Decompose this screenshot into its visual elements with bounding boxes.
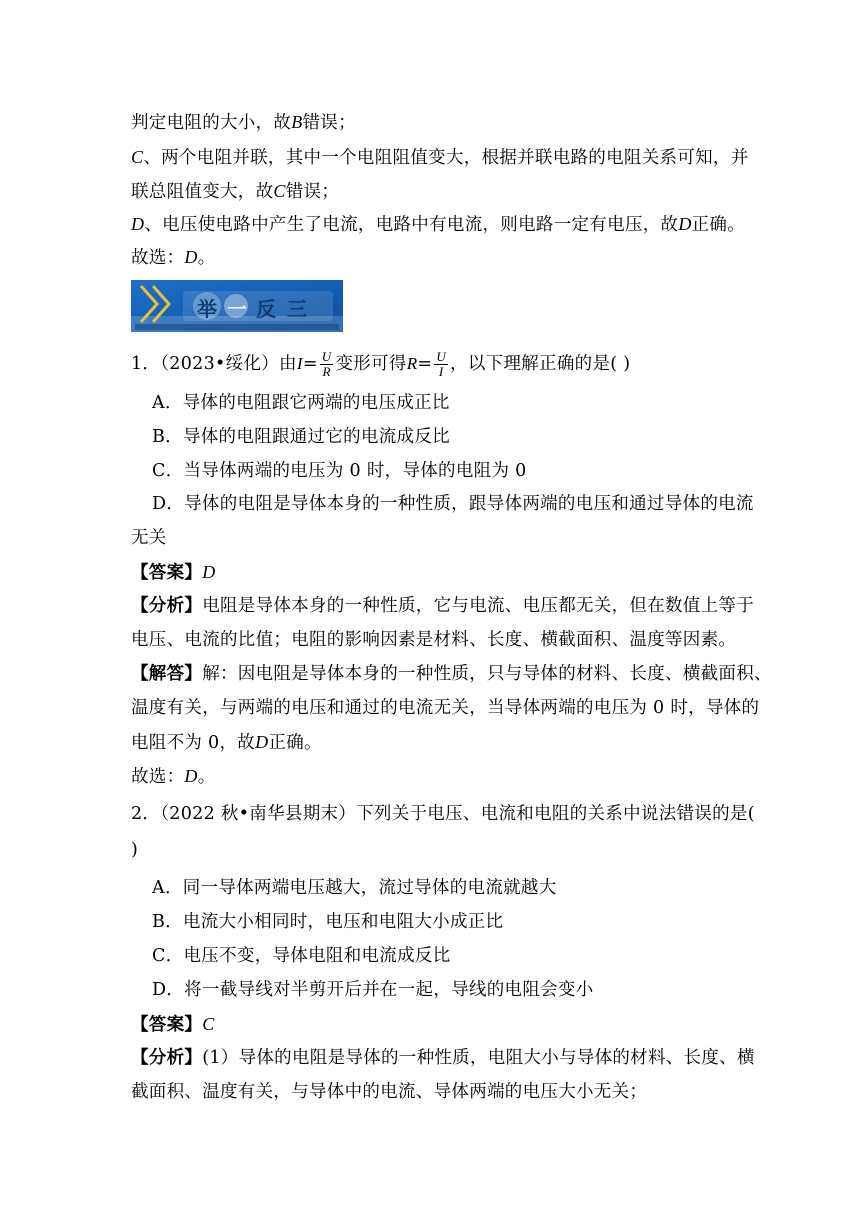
question-1-answer — [131, 560, 216, 585]
question-1-option-cont: 无关 — [131, 528, 167, 548]
question-1-option: C．当导体两端的电压为 0 时，导体的电阻为 0 — [152, 461, 527, 481]
question-1-solution — [131, 662, 772, 686]
analysis-label: 【分析】 — [131, 1048, 203, 1068]
variable: D — [184, 247, 198, 267]
text-segment: (1）导体的电阻是导体的一种性质，电阻大小与导体的材料、长度、横 — [202, 1048, 755, 1068]
section-banner — [131, 280, 343, 332]
text-segment: 错误； — [302, 113, 356, 133]
text-segment: 变形可得 — [335, 354, 407, 374]
variable: D — [255, 732, 269, 752]
text-line: 截面积、温度有关，与导体中的电流、导体两端的电压大小无关； — [131, 1082, 648, 1102]
text-segment: 1．（2023•绥化）由 — [131, 354, 297, 374]
variable: I — [296, 354, 303, 373]
question-2-stem: 2．（2022 秋•南华县期末）下列关于电压、电流和电阻的关系中说法错误的是( — [131, 804, 755, 824]
variable: R — [406, 354, 418, 373]
answer-value: C — [202, 1014, 215, 1034]
text-segment: 电阻不为 0，故 — [131, 733, 256, 753]
text-line — [131, 145, 749, 170]
text-line — [131, 245, 216, 270]
text-segment: 联总阻值变大，故 — [131, 182, 274, 202]
question-2-analysis — [131, 1046, 755, 1070]
question-1-analysis — [131, 594, 754, 618]
text-segment: 。 — [197, 248, 216, 268]
text-line — [131, 110, 356, 135]
variable: B — [291, 112, 303, 132]
text-segment: 正确。 — [691, 215, 746, 235]
text-segment: 故选： — [131, 248, 185, 268]
text-line: 电压、电流的比值；电阻的影响因素是材料、长度、横截面积、温度等因素。 — [131, 630, 737, 650]
text-line — [131, 179, 339, 204]
question-2-option: A．同一导体两端电压越大，流过导体的电流就越大 — [152, 878, 557, 898]
text-segment: ，以下理解正确的是( ) — [450, 354, 631, 374]
text-segment: 解：因电阻是导体本身的一种性质，只与导体的材料、长度、横截面积、 — [202, 664, 772, 684]
question-2-option: D．将一截导线对半剪开后并在一起，导线的电阻会变小 — [152, 980, 594, 1000]
variable: C — [273, 181, 286, 201]
text-line: 温度有关，与两端的电压和通过的电流无关，当导体两端的电压为 0 时，导体的 — [131, 698, 760, 718]
variable: D — [678, 214, 692, 234]
text-line — [131, 730, 322, 755]
question-2-option: B．电流大小相同时，电压和电阻大小成正比 — [152, 912, 504, 932]
question-1-option: B．导体的电阻跟通过它的电流成反比 — [152, 427, 450, 447]
variable: C — [131, 147, 144, 167]
question-2-stem-cont: ) — [131, 840, 139, 860]
text-segment: 、电压使电路中产生了电流，电路中有电流，则电路一定有电压，故 — [144, 215, 679, 235]
question-2-answer — [131, 1012, 215, 1037]
text-segment: 判定电阻的大小，故 — [131, 113, 292, 133]
solution-label: 【解答】 — [131, 664, 203, 684]
variable: D — [184, 766, 198, 786]
question-1-choice — [131, 764, 216, 789]
question-1-option: A．导体的电阻跟它两端的电压成正比 — [152, 393, 450, 413]
text-segment: 错误； — [285, 182, 340, 202]
question-2-option: C．电压不变，导体电阻和电流成反比 — [152, 946, 451, 966]
text-segment: 。 — [197, 767, 216, 787]
analysis-label: 【分析】 — [131, 596, 203, 616]
text-segment: 、两个电阻并联，其中一个电阻阻值变大，根据并联电路的电阻关系可知，并 — [143, 148, 749, 168]
banner-char: 一 — [227, 297, 247, 321]
answer-label: 【答案】 — [131, 563, 203, 583]
text-line — [131, 212, 745, 237]
text-segment: 电阻是导体本身的一种性质，它与电流、电压都无关，但在数值上等于 — [202, 596, 755, 616]
variable: D — [131, 214, 145, 234]
banner-char: 举 — [197, 297, 217, 321]
text-segment: 正确。 — [268, 733, 322, 753]
answer-value: D — [202, 562, 216, 582]
question-1-stem: 1．（2023•绥化）由I= $\frac{U}{R}$ 变形可得R= $\frac{U}{I}$ ，以下理解正确的是( ) — [131, 349, 631, 379]
banner-char: 三 — [287, 297, 307, 321]
text-segment: 故选： — [131, 767, 185, 787]
question-1-option: D．导体的电阻是导体本身的一种性质，跟导体两端的电压和通过导体的电流 — [152, 494, 754, 514]
fraction: $\frac{U}{R}$ — [321, 349, 332, 379]
fraction: $\frac{U}{I}$ — [436, 349, 447, 379]
banner-char: 反 — [256, 297, 276, 321]
answer-label: 【答案】 — [131, 1015, 203, 1035]
